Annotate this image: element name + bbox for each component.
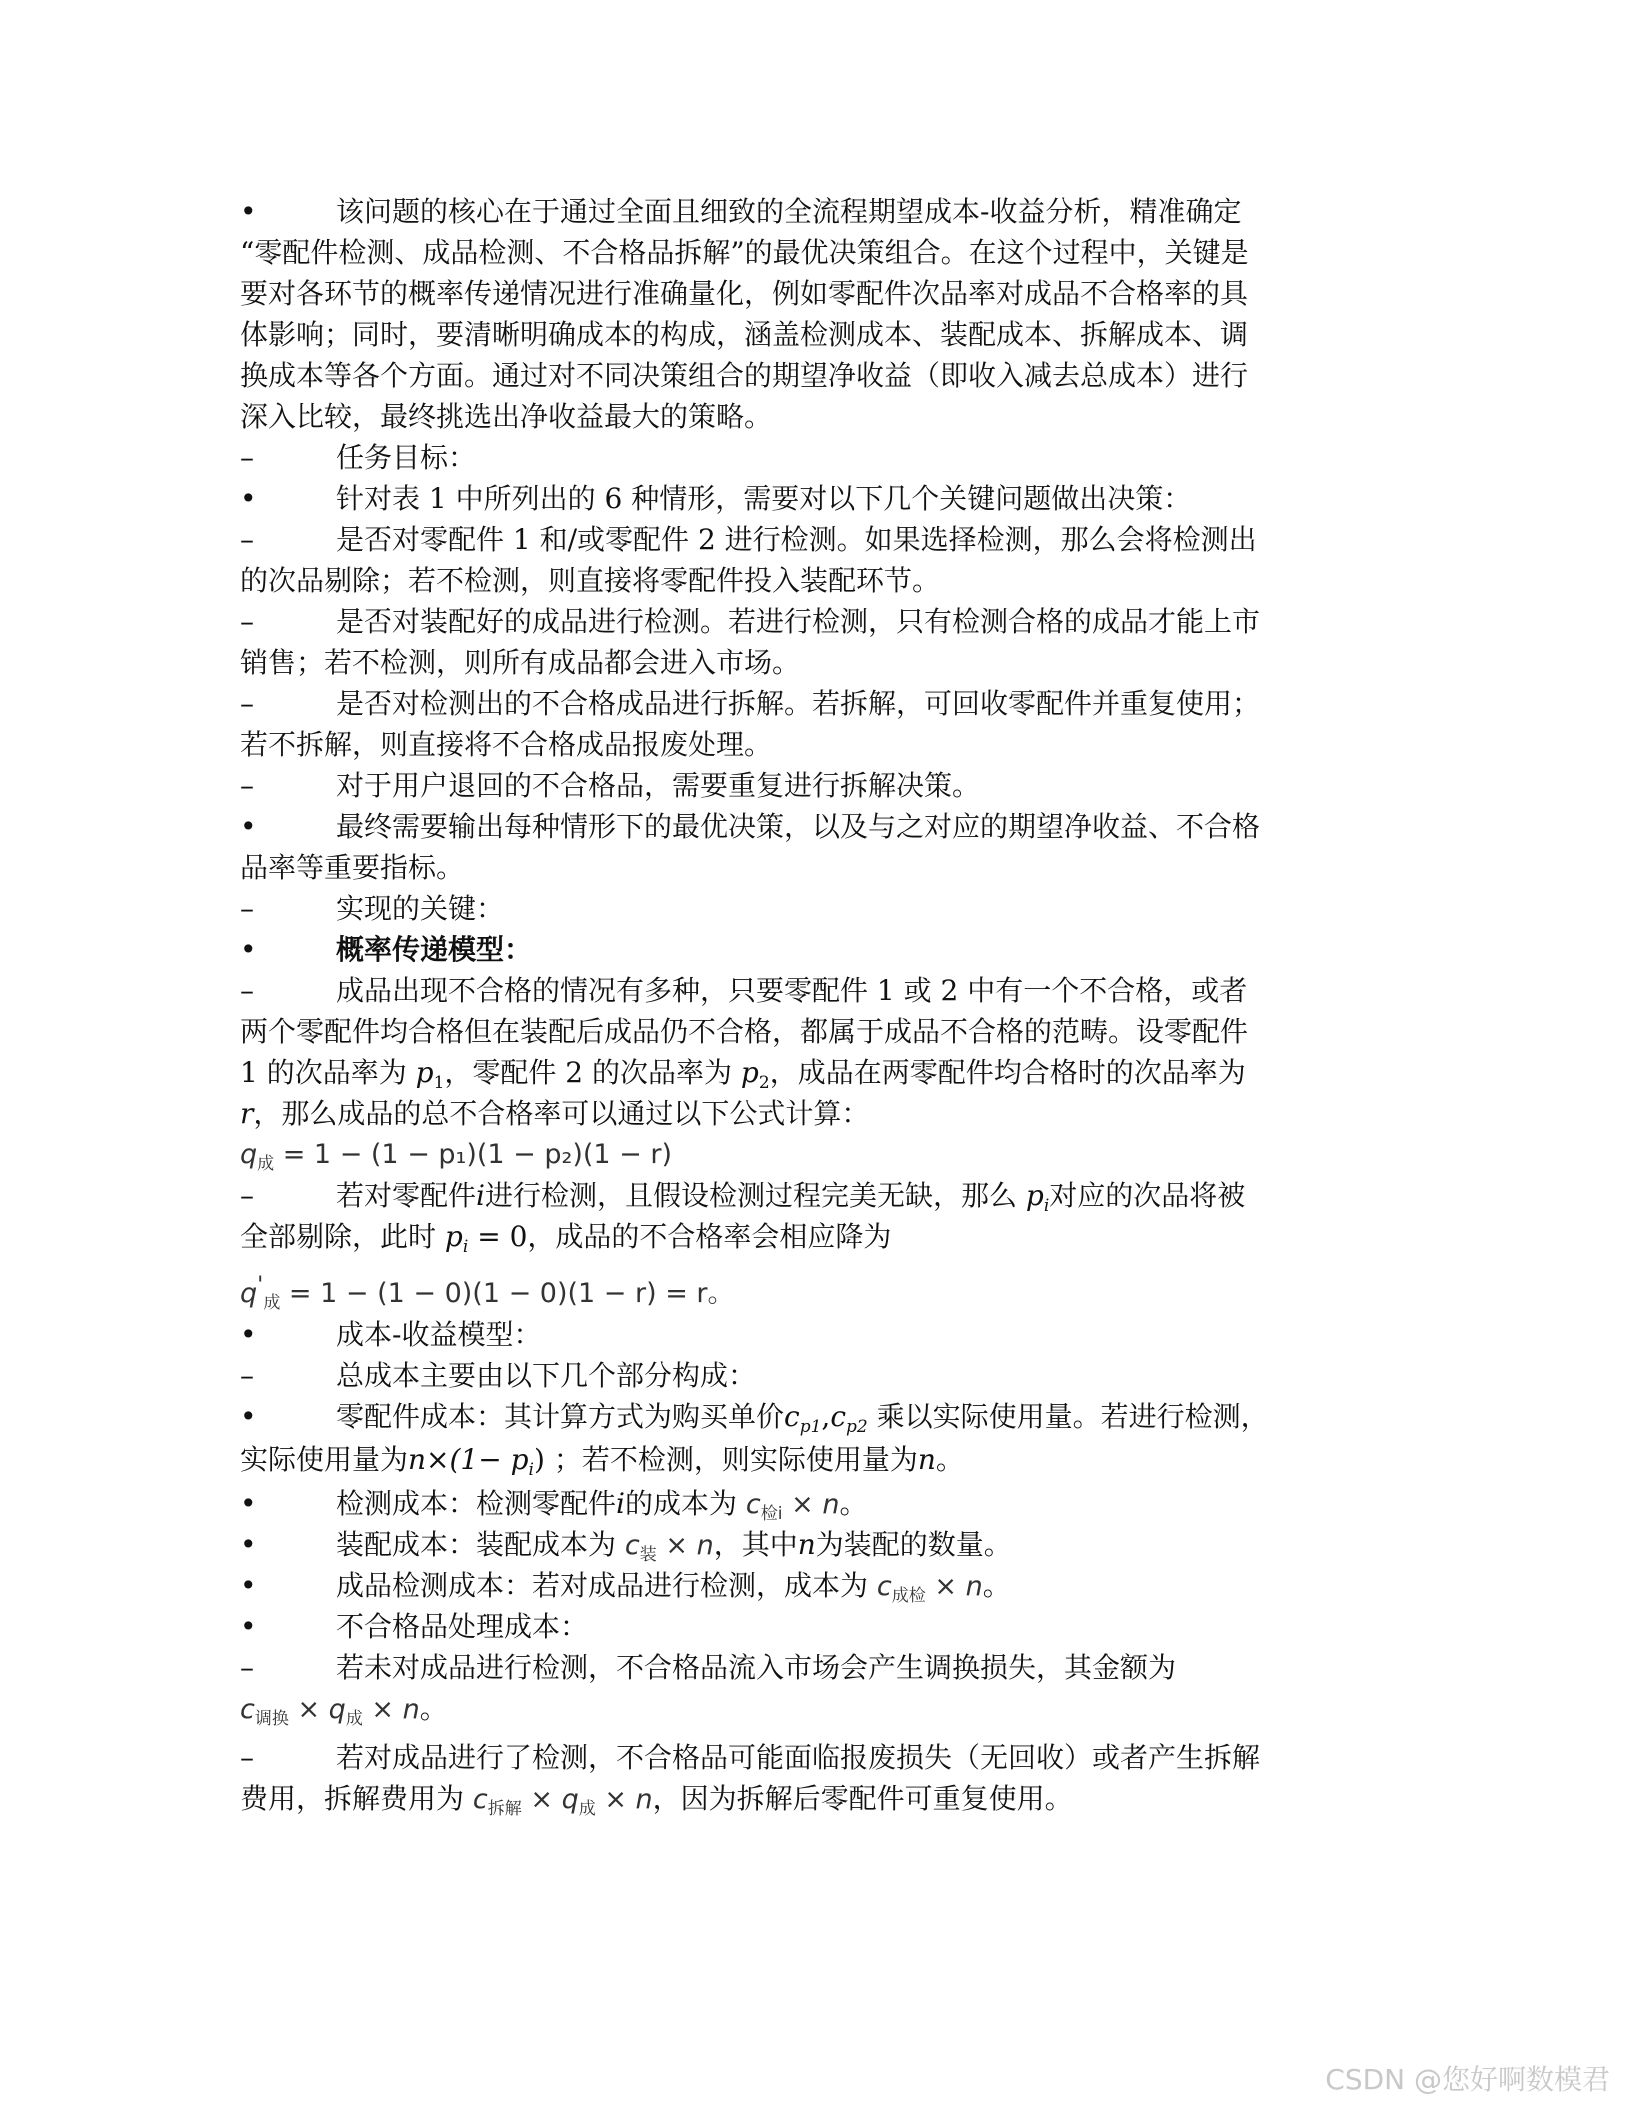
text: = 0 — [477, 1220, 528, 1253]
dash: – — [240, 1179, 254, 1212]
paragraph-line — [240, 1778, 1390, 1819]
symbol: p — [740, 1056, 759, 1089]
symbol: × — [297, 1694, 321, 1725]
text: 若对成品进行了检测，不合格品可能面临报废损失（无回收）或者产生拆解 — [336, 1741, 1261, 1774]
symbol: i — [616, 1487, 625, 1520]
formula-text: = 1 − (1 − p₁)(1 − p₂)(1 − r) — [274, 1139, 673, 1170]
text: 1 的次品率为 — [240, 1056, 407, 1089]
text: 销售；若不检测，则所有成品都会进入市场。 — [240, 646, 801, 679]
text: 换成本等各个方面。通过对不同决策组合的期望净收益（即收入减去总成本）进行 — [240, 359, 1249, 392]
bullet: • — [240, 1528, 257, 1561]
text: 针对表 1 中所列出的 6 种情形，需要对以下几个关键问题做出决策： — [336, 482, 1192, 515]
text: ，那么成品的总不合格率可以通过以下公式计算： — [253, 1097, 870, 1130]
paragraph-line — [240, 1052, 1390, 1093]
section-title: 成本-收益模型： — [336, 1318, 542, 1351]
dash: – — [240, 769, 254, 802]
paragraph-line — [240, 396, 1390, 437]
no-detect — [240, 1647, 1390, 1688]
paragraph-line — [240, 724, 1390, 765]
key-heading — [240, 888, 1390, 929]
text: 是否对零配件 1 和/或零配件 2 进行检测。如果选择检测，那么会将检测出 — [336, 523, 1257, 556]
dash: – — [240, 1651, 254, 1684]
symbol: n — [402, 1694, 420, 1725]
content — [240, 191, 1390, 1819]
paragraph-line — [240, 191, 1390, 232]
text: ，成品的不合格率会相应降为 — [527, 1220, 892, 1253]
paragraph-line — [240, 642, 1390, 683]
inspect-paragraph — [240, 1175, 1390, 1216]
symbol: p — [1025, 1179, 1044, 1212]
symbol: c — [624, 1530, 640, 1561]
symbol: × — [604, 1784, 627, 1815]
subscript: 成 — [578, 1799, 596, 1819]
dash: – — [240, 974, 254, 1007]
text: 若对零配件 — [336, 1179, 477, 1212]
text: 是否对装配好的成品进行检测。若进行检测，只有检测合格的成品才能上市 — [336, 605, 1261, 638]
subscript: 装 — [639, 1545, 657, 1565]
text: ，因为拆解后零配件可重复使用。 — [652, 1782, 1073, 1815]
text: 费用，拆解费用为 — [240, 1782, 465, 1815]
symbol: r — [240, 1097, 254, 1130]
bullet: • — [240, 1487, 257, 1520]
question-3 — [240, 683, 1390, 724]
prob-paragraph — [240, 970, 1390, 1011]
paragraph-line — [240, 1437, 1390, 1483]
symbol: c — [240, 1694, 255, 1725]
prob-model-heading — [240, 929, 1390, 970]
dash: – — [240, 687, 254, 720]
bullet: • — [240, 1569, 257, 1602]
text: 的成本为 — [624, 1487, 737, 1520]
text: 进行检测，且假设检测过程完美无缺，那么 — [484, 1179, 1017, 1212]
text: 检测成本：检测零配件 — [336, 1487, 617, 1520]
subscript: i — [462, 1237, 469, 1257]
text: 实际使用量为 — [240, 1443, 409, 1476]
symbol: × — [934, 1571, 957, 1602]
text: 任务目标： — [336, 441, 477, 474]
symbol: n — [635, 1784, 653, 1815]
text: 品率等重要指标。 — [240, 851, 465, 884]
formula-text: ) — [533, 1443, 545, 1476]
text: 的次品剔除；若不检测，则直接将零配件投入装配环节。 — [240, 564, 941, 597]
paragraph-line — [240, 1216, 1390, 1257]
text: 乘以实际使用量。若进行检测， — [876, 1400, 1269, 1433]
paragraph-line — [240, 560, 1390, 601]
symbol: n — [822, 1489, 840, 1520]
question-1 — [240, 519, 1390, 560]
subscript: i — [1043, 1196, 1050, 1216]
text: ，零配件 2 的次品率为 — [444, 1056, 733, 1089]
subscript: 1 — [433, 1073, 445, 1093]
formula-2: $q'_成 = 1 - (1 - 0)(1 - 0)(1 - r) = r$。 — [240, 1272, 735, 1313]
text: 最终需要输出每种情形下的最优决策，以及与之对应的期望净收益、不合格 — [336, 810, 1261, 843]
symbol: n — [696, 1530, 714, 1561]
subscript: 调换 — [254, 1709, 289, 1729]
symbol: c — [472, 1784, 488, 1815]
text: 总成本主要由以下几个部分构成： — [336, 1359, 757, 1392]
symbol: c — [876, 1571, 892, 1602]
bullet: • — [240, 1400, 257, 1433]
defect-cost-heading — [240, 1606, 1390, 1647]
part-cost: • 零配件成本：其计算方式为购买单价$c_{p1},c_{p2}$ 乘以实际使用量。若进行检测， — [240, 1396, 1390, 1437]
text: ，其中 — [713, 1528, 798, 1561]
paragraph-line — [240, 1688, 1390, 1729]
watermark: CSDN @您好啊数模君 — [1325, 2063, 1610, 2096]
text: 对应的次品将被 — [1049, 1179, 1246, 1212]
symbol: c — [745, 1489, 761, 1520]
text: 。 — [419, 1692, 448, 1725]
paragraph-line — [240, 847, 1390, 888]
bullet: • — [240, 482, 257, 515]
symbol: q — [240, 1139, 258, 1170]
dash: – — [240, 892, 254, 925]
dash: – — [240, 1359, 254, 1392]
text: 成品检测成本：若对成品进行检测，成本为 — [336, 1569, 869, 1602]
paragraph-line — [240, 314, 1390, 355]
paragraph-line — [240, 232, 1390, 273]
formula-1 — [240, 1134, 1390, 1175]
paragraph-line — [240, 355, 1390, 396]
question-4 — [240, 765, 1390, 806]
dash: – — [240, 441, 254, 474]
formula-text: n×(1− p — [408, 1443, 529, 1476]
subscript: 成检 — [891, 1586, 926, 1606]
assembly-cost — [240, 1524, 1390, 1565]
subscript: 成 — [257, 1154, 275, 1174]
task-intro — [240, 478, 1390, 519]
symbol: q — [240, 1278, 258, 1309]
symbol: n — [917, 1443, 936, 1476]
symbol: n — [965, 1571, 983, 1602]
text: 为装配的数量。 — [815, 1528, 1012, 1561]
symbol: p — [415, 1056, 434, 1089]
symbol: × — [791, 1489, 814, 1520]
text: 不合格品处理成本： — [336, 1610, 589, 1643]
paragraph-line — [240, 1093, 1390, 1134]
bullet: • — [240, 195, 257, 228]
subscript: 拆解 — [487, 1799, 522, 1819]
subscript: 成 — [263, 1293, 281, 1313]
text: 。 — [707, 1278, 735, 1309]
text: 若不拆解，则直接将不合格成品报废处理。 — [240, 728, 773, 761]
text: 深入比较，最终挑选出净收益最大的策略。 — [240, 400, 773, 433]
text: 体影响；同时，要清晰明确成本的构成，涵盖检测成本、装配成本、拆解成本、调 — [240, 318, 1249, 351]
dash: – — [240, 605, 254, 638]
text: 装配成本：装配成本为 — [336, 1528, 617, 1561]
symbol: c — [830, 1400, 846, 1433]
bullet: • — [240, 810, 257, 843]
detect-cost — [240, 1483, 1390, 1524]
text: 成品出现不合格的情况有多种，只要零配件 1 或 2 中有一个不合格，或者 — [336, 974, 1248, 1007]
formula-text: = 1 − (1 − 0)(1 − 0)(1 − r) = r — [280, 1278, 708, 1309]
bullet: • — [240, 1610, 257, 1643]
symbol: × — [530, 1784, 553, 1815]
text: 要对各环节的概率传递情况进行准确量化，例如零配件次品率对成品不合格率的具 — [240, 277, 1249, 310]
section-title: 概率传递模型： — [336, 933, 533, 966]
question-2 — [240, 601, 1390, 642]
symbol: × — [665, 1530, 688, 1561]
text: ；若不检测，则实际使用量为 — [553, 1443, 918, 1476]
text: 两个零配件均合格但在装配后成品仍不合格，都属于成品不合格的范畴。设零配件 — [240, 1015, 1249, 1048]
symbol: i — [476, 1179, 485, 1212]
symbol: q — [561, 1784, 579, 1815]
text: 零配件成本：其计算方式为购买单价 — [336, 1400, 785, 1433]
product-detect-cost — [240, 1565, 1390, 1606]
text: 该问题的核心在于通过全面且细致的全流程期望成本-收益分析，精准确定 — [336, 195, 1242, 228]
output-requirement — [240, 806, 1390, 847]
subscript: i — [528, 1460, 534, 1480]
paragraph-line — [240, 1011, 1390, 1052]
text: 是否对检测出的不合格成品进行拆解。若拆解，可回收零配件并重复使用； — [336, 687, 1261, 720]
text: “零配件检测、成品检测、不合格品拆解”的最优决策组合。在这个过程中，关键是 — [240, 236, 1249, 269]
text: 全部剔除，此时 — [240, 1220, 437, 1253]
bullet: • — [240, 1318, 257, 1351]
subscript: 2 — [758, 1073, 770, 1093]
dash: – — [240, 1741, 254, 1774]
paragraph-line — [240, 273, 1390, 314]
text: ，成品在两零配件均合格时的次品率为 — [769, 1056, 1246, 1089]
symbol: c — [784, 1400, 800, 1433]
symbol: p — [444, 1220, 463, 1253]
text: 若未对成品进行检测，不合格品流入市场会产生调换损失，其金额为 — [336, 1651, 1177, 1684]
text: 实现的关键： — [336, 892, 505, 925]
task-goal — [240, 437, 1390, 478]
dash: – — [240, 523, 254, 556]
with-detect — [240, 1737, 1390, 1778]
symbol: q — [328, 1694, 346, 1725]
symbol: n — [797, 1528, 816, 1561]
subscript: 成 — [345, 1709, 363, 1729]
bullet: • — [240, 933, 257, 966]
text: 对于用户退回的不合格品，需要重复进行拆解决策。 — [336, 769, 981, 802]
subscript: p2 — [846, 1417, 868, 1437]
symbol: × — [371, 1694, 395, 1725]
cost-intro — [240, 1355, 1390, 1396]
text: 。 — [935, 1443, 964, 1476]
subscript: 检i — [760, 1504, 783, 1524]
text: 。 — [839, 1487, 868, 1520]
cost-model-heading — [240, 1314, 1390, 1355]
text: 。 — [982, 1569, 1011, 1602]
subscript: p1 — [799, 1417, 822, 1437]
